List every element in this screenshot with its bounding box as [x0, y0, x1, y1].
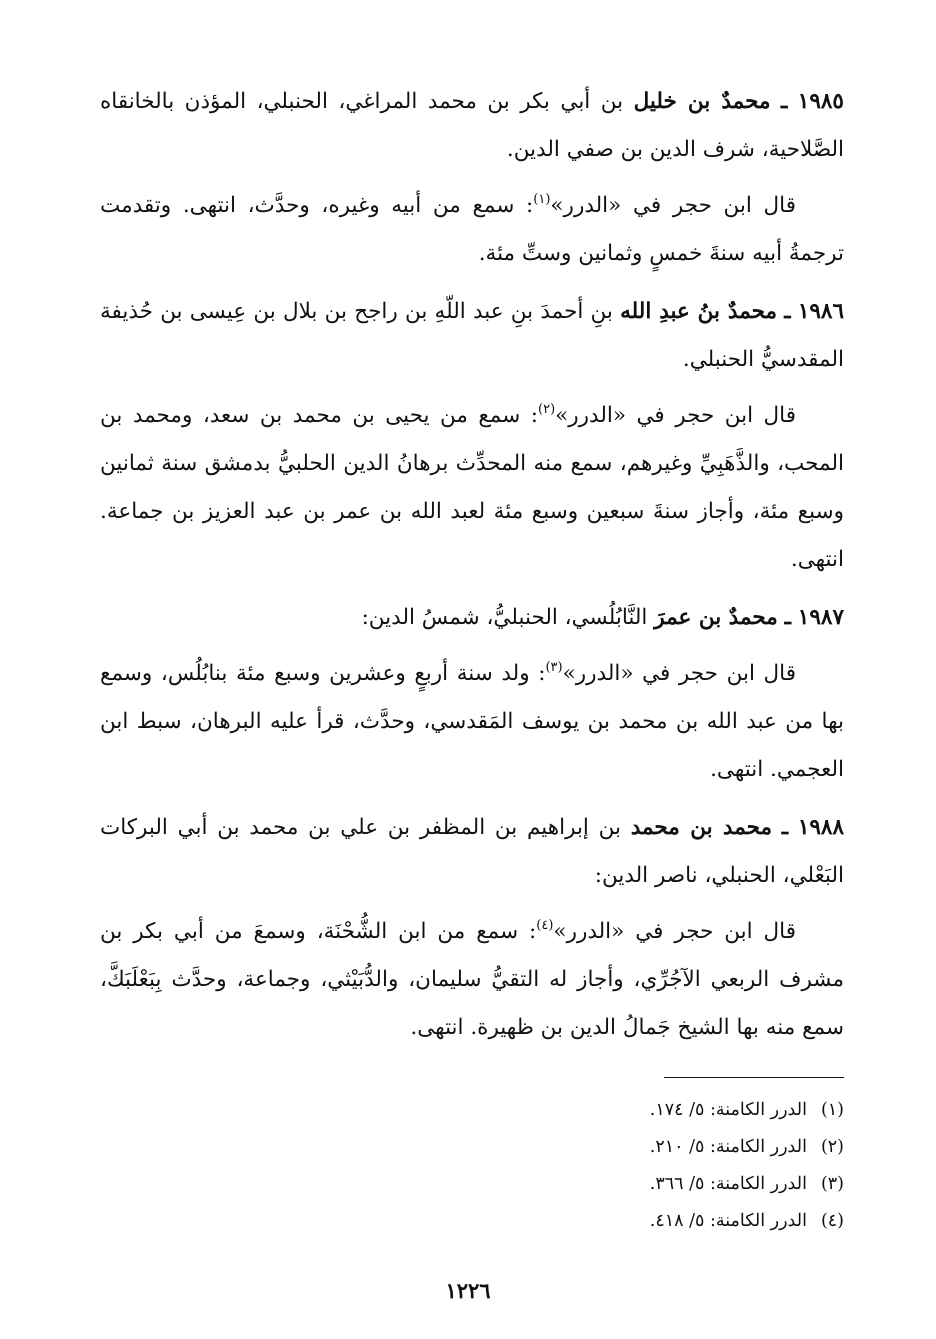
quote-prefix: قال ابن حجر في «الدرر» — [562, 661, 796, 686]
entry-dash: ـ — [784, 605, 791, 630]
quote-1986 — [100, 392, 844, 584]
quote-text: : سمع من يحيى بن محمد بن سعد، ومحمد بن المحب، والذَّهَبِيِّ وغيرهم، سمع منه المحدِّث برهانُ الدين الحلبيُّ بدمشق سنة ثمانين وسبع مئة، وأجاز سنةَ سبعين وسبع مئة لعبد الله بن عمر بن عبد العزيز بن جماعة. انتهى. — [100, 403, 844, 572]
footnote-mark: (٤) — [820, 1211, 844, 1231]
footnote-item — [100, 1129, 844, 1166]
entry-name: محمدٌ بن عمرَ — [654, 605, 778, 630]
quote-1985 — [100, 182, 844, 278]
footnote-ref[interactable]: (٢) — [538, 402, 556, 417]
footnote-item — [100, 1166, 844, 1203]
entry-number: ١٩٨٧ — [797, 605, 844, 630]
footnote-text: الدرر الكامنة: ٥/ ٤١٨. — [649, 1211, 807, 1231]
entry-text: بن إبراهيم بن المظفر بن علي بن محمد بن أبي البركات البَعْلي، الحنبلي، ناصر الدين: — [100, 815, 844, 888]
entry-dash: ـ — [784, 299, 791, 324]
footnote-text: الدرر الكامنة: ٥/ ٣٦٦. — [649, 1174, 807, 1194]
quote-text: : سمع من أبيه وغيره، وحدَّث، انتهى. وتقدمت ترجمةُ أبيه سنةَ خمسٍ وثمانين وستِّ مئة. — [100, 193, 844, 266]
footnote-text: الدرر الكامنة: ٥/ ٢١٠. — [649, 1137, 807, 1157]
entry-1988 — [100, 804, 844, 900]
page-number: ١٢٢٦ — [445, 1278, 491, 1303]
footnotes — [100, 1092, 844, 1240]
footnote-text: الدرر الكامنة: ٥/ ١٧٤. — [649, 1100, 807, 1120]
entry-number: ١٩٨٦ — [797, 299, 845, 324]
entry-name: محمدٌ بن خليل — [633, 89, 771, 114]
footnote-item — [100, 1092, 844, 1129]
entry-text: بنِ أحمدَ بنِ عبد اللّهِ بن راجح بن بلال بن عِيسى بن حُذيفة المقدسيُّ الحنبلي. — [100, 299, 844, 372]
entry-1985 — [100, 78, 844, 174]
quote-1987 — [100, 650, 844, 794]
footnote-mark: (٣) — [820, 1174, 844, 1194]
entry-name: محمد بن محمد — [630, 815, 773, 840]
footnote-divider — [664, 1077, 844, 1078]
footnote-mark: (٢) — [820, 1137, 844, 1157]
quote-prefix: قال ابن حجر في «الدرر» — [555, 403, 796, 428]
entry-dash: ـ — [781, 815, 789, 840]
footnote-ref[interactable]: (٤) — [536, 918, 554, 933]
footnote-ref[interactable]: (٣) — [545, 660, 563, 675]
quote-prefix: قال ابن حجر في «الدرر» — [550, 193, 796, 218]
footnote-mark: (١) — [820, 1100, 844, 1120]
quote-text: : ولد سنة أربعٍ وعشرين وسبع مئة بنابُلُس، وسمع بها من عبد الله بن محمد بن يوسف المَقدسي، وحدَّث، قرأ عليه البرهان، سبط ابن العجمي. انتهى. — [100, 661, 844, 782]
quote-text: : سمع من ابن الشُّحْنَة، وسمعَ من أبي بكر بن مشرف الربعي الآجُرِّي، وأجاز له التقيُّ سليمان، والدُّبَيْثي، وجماعة، وحدَّث بِبَعْلَبَكَّ، سمع منه بها الشيخ جَمالُ الدين بن ظهيرة. انتهى. — [100, 919, 844, 1040]
entry-1986 — [100, 288, 844, 384]
entry-number: ١٩٨٨ — [797, 815, 845, 840]
entry-1987 — [100, 594, 844, 642]
footnote-ref[interactable]: (١) — [533, 192, 551, 207]
entry-text: بن أبي بكر بن محمد المراغي، الحنبلي، المؤذن بالخانقاه الصَّلاحية، شرف الدين بن صفي الدين. — [100, 89, 844, 162]
entry-name: محمدٌ بنُ عبدِ الله — [620, 299, 778, 324]
entry-number: ١٩٨٥ — [797, 89, 844, 114]
quote-1988 — [100, 908, 844, 1052]
quote-prefix: قال ابن حجر في «الدرر» — [553, 919, 796, 944]
entry-dash: ـ — [780, 89, 788, 114]
entry-text: النَّابُلُسي، الحنبليُّ، شمسُ الدين: — [361, 605, 648, 630]
footnote-item — [100, 1203, 844, 1240]
